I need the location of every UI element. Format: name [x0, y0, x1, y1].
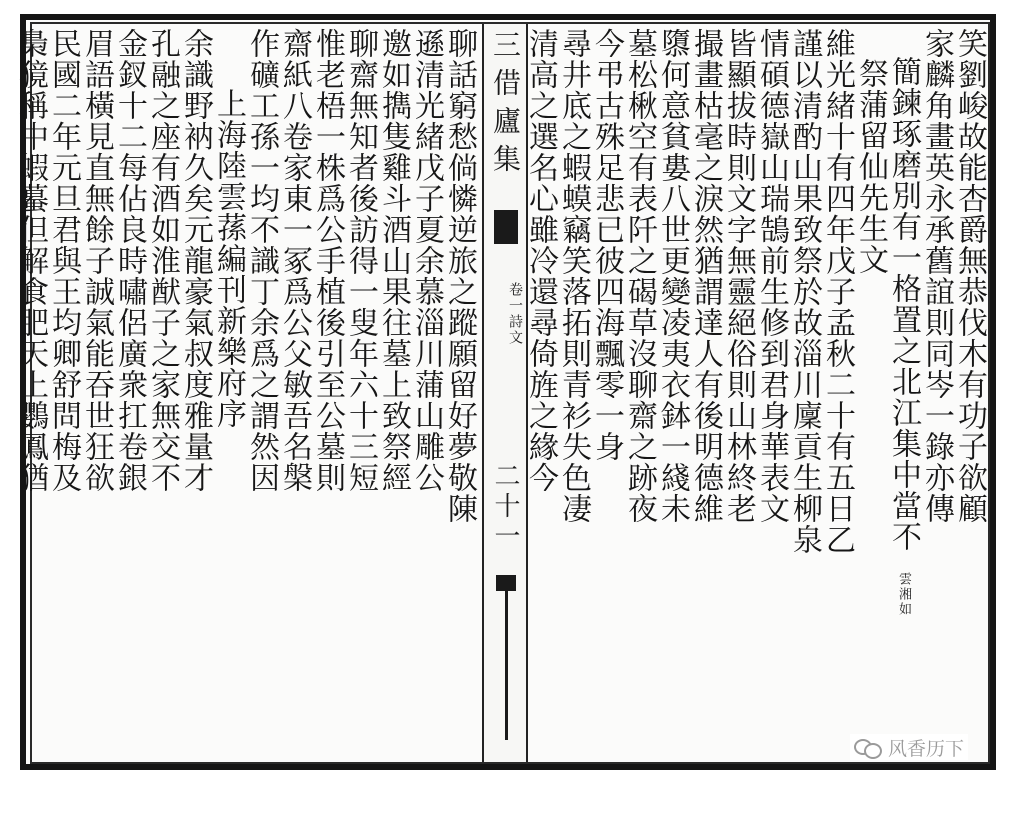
text-column: 笑劉峻故能杏爵無恭伐木有功子欲顧 — [952, 28, 987, 524]
text-column: 孔融之座有酒如淮猷子之家無交不 — [145, 28, 180, 493]
text-column: 謹以清酌山果致祭於故淄川廩貢生柳泉 — [787, 28, 822, 555]
text-column: 金釵十二每佔良時嘯侶廣衆扛卷銀 — [112, 28, 147, 493]
text-column: 簡鍊琢磨別有一格置之北江集中當不 — [886, 56, 921, 552]
right-page — [523, 28, 987, 762]
text-column: 余識野衲久矣元龍豪氣叔度雅量才 — [178, 28, 213, 493]
text-column: 齋紙八卷家東一冢爲公父敏吾名槃 — [277, 28, 312, 493]
text-column: 今弔古殊足悲已彼四海飄零一身 — [589, 28, 624, 462]
text-column: 邀如擕隻雞斗酒山果往墓上致祭經 — [376, 28, 411, 493]
text-column: 清高之選名心雖冷還尋倚旌之緣今 — [523, 28, 558, 493]
text-column: 聊話窮愁倘憐逆旅之蹤願留好夢敬陳 — [442, 28, 477, 524]
gutter-rule-left — [482, 24, 484, 762]
text-column: 惟老梧一株爲公手植後引至公墓則 — [310, 28, 345, 493]
essay-title: 祭蒲留仙先生文 — [853, 58, 888, 275]
text-column: 民國二年元旦君與王均卿舒問梅及 — [46, 28, 81, 493]
text-column: 維光緒十有四年戊子孟秋二十有五日乙 — [820, 28, 855, 555]
text-column: 梟獍稱中蝦蟇但解食肥天上鸚鳳猶 — [13, 28, 48, 493]
essay-title: 上海陸雲蓀編刊新樂府序 — [211, 88, 246, 429]
fishtail-mark-lower — [496, 575, 516, 591]
text-column: 聊齋無知者後訪得一叟年六十三短 — [343, 28, 378, 493]
text-column: 墓松楸空有表阡之碣草沒聊齋之跡夜 — [622, 28, 657, 524]
gutter-line — [505, 590, 508, 740]
watermark — [850, 734, 968, 760]
text-column: 眉語橫見直無餘子誠氣能吞世狂欲 — [79, 28, 114, 493]
text-column: 作礦工孫一均不識丁余爲之謂然因 — [244, 28, 279, 493]
book-title: 三借廬集 — [489, 30, 522, 182]
text-column: 隳何意貧婁八世更變凌夷衣鉢一綫未 — [655, 28, 690, 524]
watermark-text: 风香历下 — [888, 737, 965, 760]
fishtail-mark — [494, 210, 518, 244]
wechat-icon — [854, 737, 882, 757]
text-column: 情碩德嶽山瑞鵠前生修到君身華表文 — [754, 28, 789, 524]
left-page-columns — [13, 28, 477, 762]
text-column: 家麟角畫英永承舊誼則同岑一錄亦傳 — [919, 28, 954, 524]
text-column: 撮畫枯毫之淚然猶謂達人有後明德維 — [688, 28, 723, 524]
section-label: 卷一詩文 — [507, 282, 523, 346]
text-column: 尋井底之蝦蟆竊笑落拓則青衫失色凄 — [556, 28, 591, 524]
page-number: 二十一 — [490, 462, 520, 552]
left-page — [13, 28, 477, 762]
right-page-columns — [523, 28, 987, 762]
text-column: 遜清光緒戊子夏余慕淄川蒲山雕公 — [409, 28, 444, 493]
author-signature: 雲湘如 — [896, 572, 911, 617]
text-column: 皆顯拔時則文字無靈絕俗則山林終老 — [721, 28, 756, 524]
